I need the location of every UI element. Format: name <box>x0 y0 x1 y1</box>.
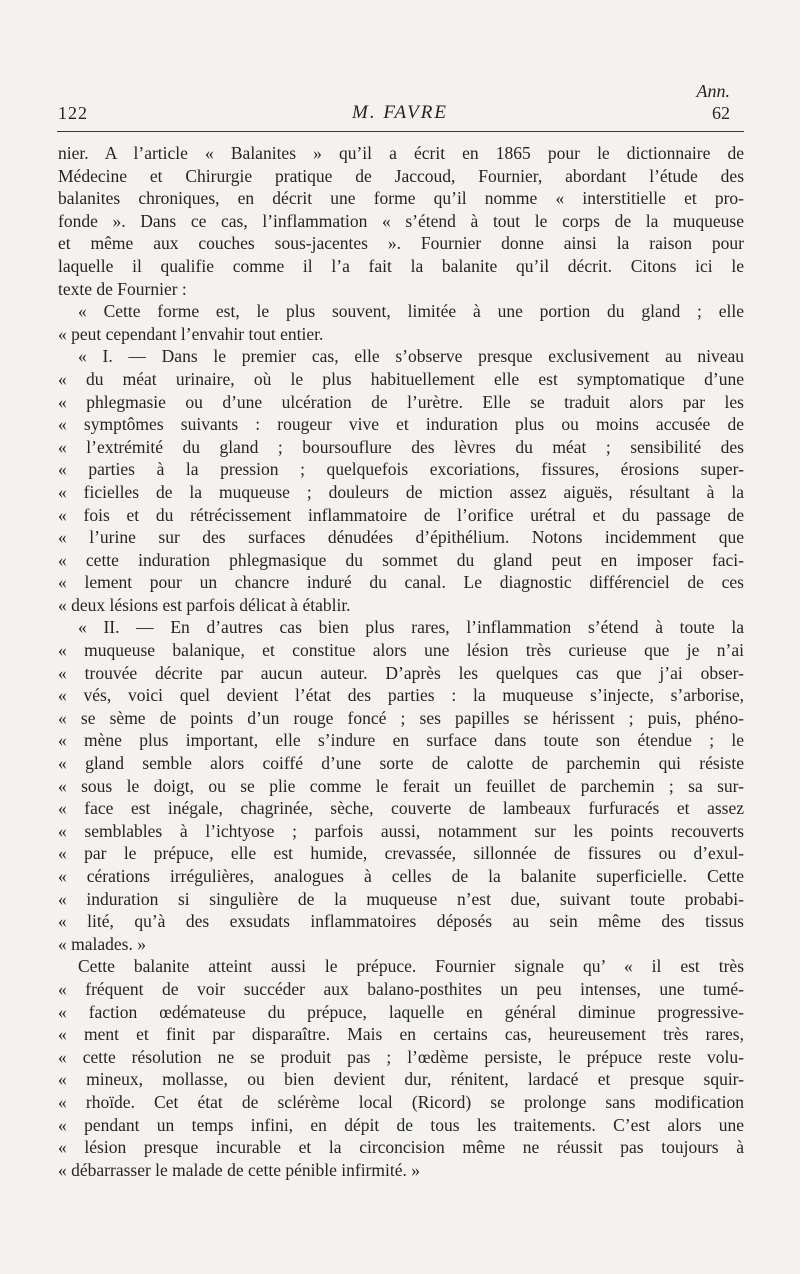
text-line: « malades. » <box>58 933 146 954</box>
text-line: « peut cependant l’envahir tout entier. <box>58 323 324 344</box>
text-line: « induration si singulière de la muqueuse n’est due, suivant toute probabi- <box>58 888 744 909</box>
text-line: « par le prépuce, elle est humide, crevassée, sillonnée de fissures ou d’exul- <box>58 843 744 864</box>
text-line: « pendant un temps infini, en dépit de tous les traitements. C’est alors une <box>58 1114 744 1135</box>
text-line: « deux lésions est parfois délicat à établir. <box>58 594 351 615</box>
ann-label: Ann. <box>696 81 730 101</box>
text-line: « cérations irrégulières, analogues à celles de la balanite superficielle. Cette <box>58 866 744 886</box>
text-line: texte de Fournier : <box>58 278 187 299</box>
page-number: 122 <box>58 103 88 123</box>
text-line: balanites chroniques, en décrit une forme qu’il nomme « interstitielle et pro- <box>58 188 744 209</box>
annals-page-number: 62 <box>712 103 730 123</box>
header-rule <box>57 131 744 132</box>
text-line: « gland semble alors coiffé d’une sorte de calotte de parchemin qui résiste <box>58 753 744 774</box>
text-line: « II. — En d’autres cas bien plus rares, l’inflammation s’étend à toute la <box>78 617 744 638</box>
text-line: fonde ». Dans ce cas, l’inflammation « s’étend à tout le corps de la muqueuse <box>58 210 744 231</box>
text-line: et même aux couches sous-jacentes ». Fournier donne ainsi la raison pour <box>58 233 744 254</box>
text-line: « muqueuse balanique, et constitue alors une lésion très curieuse que je n’ai <box>58 640 744 661</box>
text-line: « mène plus important, elle s’indure en surface dans toute son étendue ; le <box>58 730 744 751</box>
text-line: « cette induration phlegmasique du sommet du gland peut en imposer faci- <box>58 549 744 570</box>
text-line: « lité, qu’à des exsudats inflammatoires déposés au sein même des tissus <box>58 911 744 932</box>
running-head: M. FAVRE <box>352 102 448 123</box>
text-line: « ment et finit par disparaître. Mais en certains cas, heureusement très rares, <box>58 1024 744 1045</box>
text-line: « phlegmasie ou d’une ulcération de l’urètre. Elle se traduit alors par les <box>58 391 744 412</box>
text-line: « semblables à l’ichtyose ; parfois aussi, notamment sur les points recouverts <box>58 820 744 841</box>
text-line: « symptômes suivants : rougeur vive et induration plus ou moins accusée de <box>58 414 744 435</box>
text-line: « fréquent de voir succéder aux balano-posthites un peu intenses, une tumé- <box>58 978 744 999</box>
text-line: « I. — Dans le premier cas, elle s’observe presque exclusivement au niveau <box>78 346 744 367</box>
text-line: « fois et du rétrécissement inflammatoire de l’orifice urétral et du passage de <box>58 504 744 525</box>
text-line: « débarrasser le malade de cette pénible infirmité. » <box>58 1159 420 1180</box>
text-line: Cette balanite atteint aussi le prépuce. Fournier signale qu’ « il est très <box>78 956 744 977</box>
text-line: laquelle il qualifie comme il l’a fait la balanite qu’il décrit. Citons ici le <box>58 255 744 276</box>
text-line: « faction œdémateuse du prépuce, laquelle en général diminue progressive- <box>58 1001 744 1022</box>
text-line: « sous le doigt, ou se plie comme le ferait un feuillet de parchemin ; sa sur- <box>58 775 744 796</box>
text-line: « ficielles de la muqueuse ; douleurs de miction assez aiguës, résultant à la <box>58 481 744 502</box>
text-line: « lement pour un chancre induré du canal. Le diagnostic différenciel de ces <box>58 572 744 593</box>
text-line: « mineux, mollasse, ou bien devient dur, rénitent, lardacé et presque squir- <box>58 1069 744 1090</box>
body-text <box>58 142 744 1181</box>
text-line: « face est inégale, chagrinée, sèche, couverte de lambeaux furfuracés et assez <box>58 798 744 819</box>
text-line: « cette résolution ne se produit pas ; l’œdème persiste, le prépuce reste volu- <box>58 1046 744 1067</box>
text-line: « se sème de points d’un rouge foncé ; ses papilles se hérissent ; puis, phéno- <box>58 707 744 728</box>
text-line: « parties à la pression ; quelquefois excoriations, fissures, érosions super- <box>58 459 744 480</box>
text-line: « rhoïde. Cet état de sclérème local (Ricord) se prolonge sans modification <box>58 1091 744 1112</box>
text-line: Médecine et Chirurgie pratique de Jaccoud, Fournier, abordant l’étude des <box>58 165 744 186</box>
text-line: « trouvée décrite par aucun auteur. D’après les quelques cas que j’ai obser- <box>58 662 744 683</box>
text-line: « vés, voici quel devient l’état des parties : la muqueuse s’injecte, s’arborise, <box>58 685 744 706</box>
text-line: nier. A l’article « Balanites » qu’il a écrit en 1865 pour le dictionnaire de <box>58 143 744 163</box>
text-line: « Cette forme est, le plus souvent, limitée à une portion du gland ; elle <box>78 301 744 322</box>
text-line: « du méat urinaire, où le plus habituellement elle est symptomatique d’une <box>58 368 744 389</box>
text-line: « lésion presque incurable et la circoncision même ne réussit pas toujours à <box>58 1137 744 1158</box>
text-line: « l’urine sur des surfaces dénudées d’épithélium. Notons incidemment que <box>58 527 744 548</box>
text-line: « l’extrémité du gland ; boursouflure des lèvres du méat ; sensibilité des <box>58 436 744 457</box>
